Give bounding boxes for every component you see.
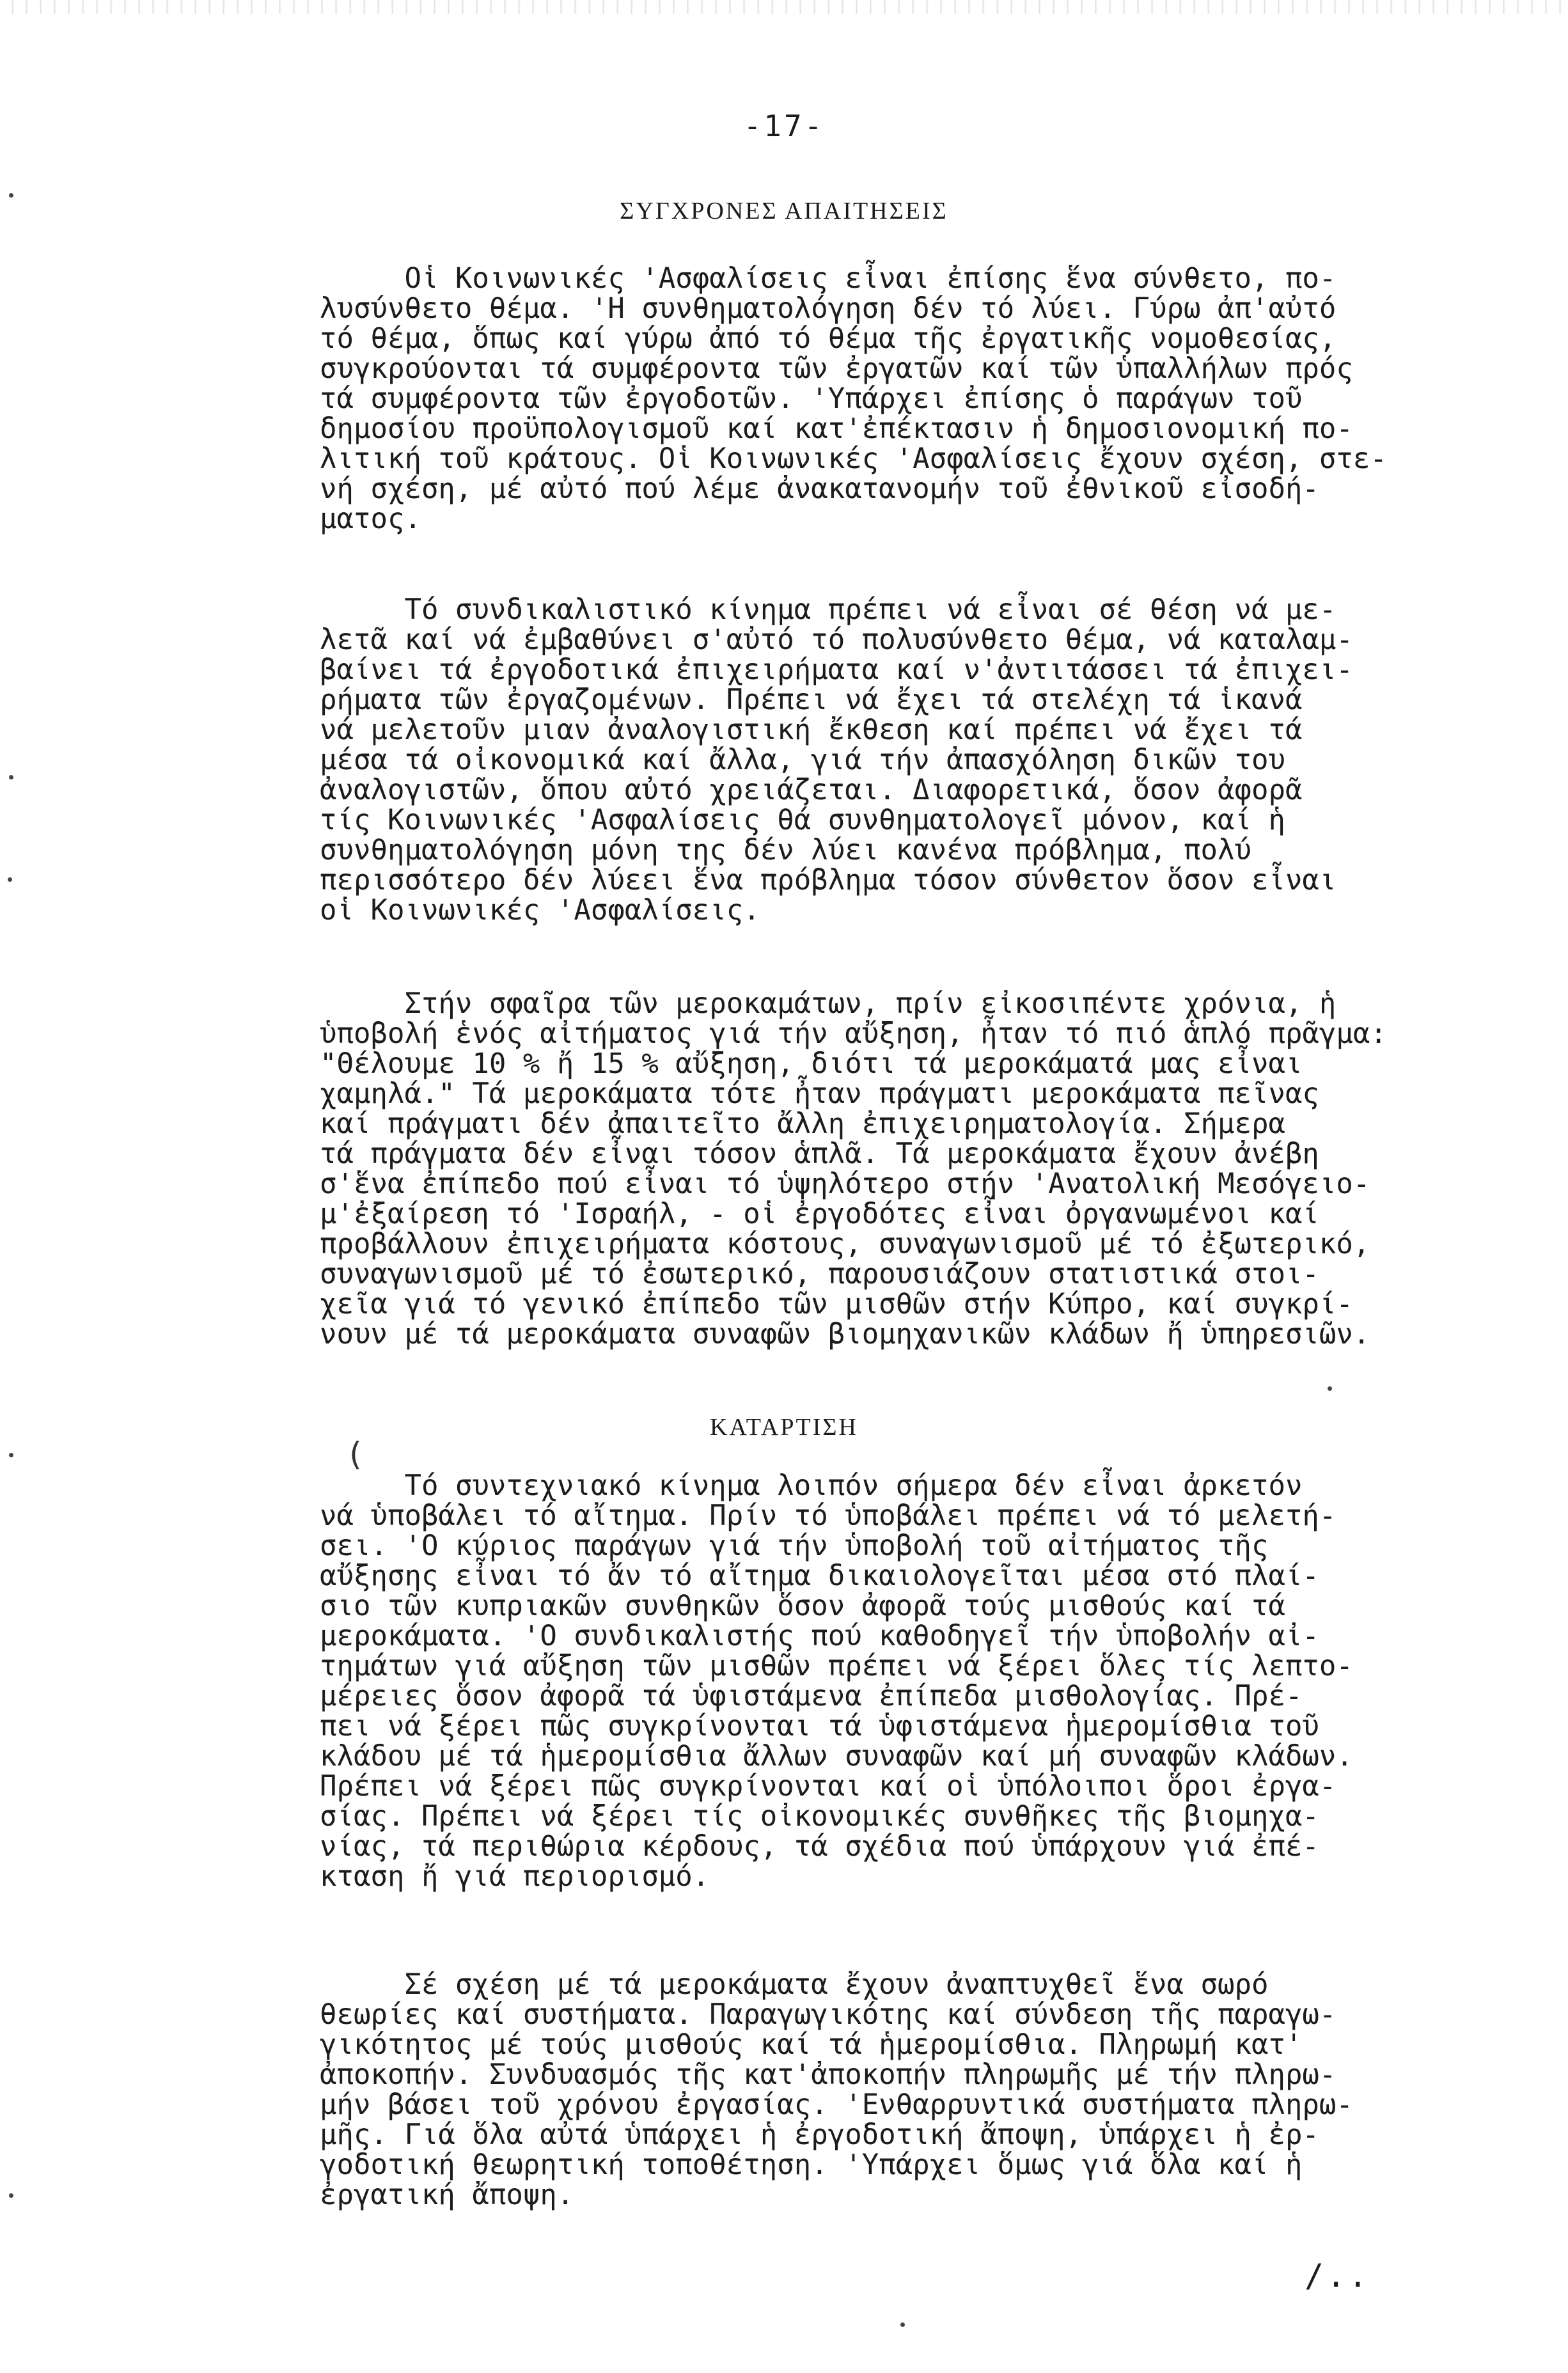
paragraph-union-movement-preparation: Τό συντεχνιακό κίνημα λοιπόν σήμερα δέν εἶναι ἀρκετόν νά ὑποβάλει τό αἴτημα. Πρίν τό ὑποβάλει πρέπει νά τό μελετή- σει. 'Ο κύριος παράγων γιά τήν ὑποβολή τοῦ αἰτήματος τῆς αὔξησης εἶναι τό ἄν τό αἴτημα δικαιολογεῖται μέσα στό πλαί- σιο τῶν κυπριακῶν συνθηκῶν ὅσον ἀφορᾶ τούς μισθούς καί τά μεροκάματα. 'Ο συνδικαλιστής πού καθοδηγεῖ τήν ὑποβολήν αἰ- τημάτων γιά αὔξηση τῶν μισθῶν πρέπει νά ξέρει ὅλες τίς λεπτο- μέρειες ὅσον ἀφορᾶ τά ὑφιστάμενα ἐπίπεδα μισθολογίας. Πρέ- πει νά ξέρει πῶς συγκρίνονται τά ὑφιστάμενα ἡμερομίσθια τοῦ κλάδου μέ τά ἡμερομίσθια ἄλλων συναφῶν καί μή συναφῶν κλάδων. Πρέπει νά ξέρει πῶς συγκρίνονται καί οἱ ὑπόλοιποι ὅροι ἐργα- σίας. Πρέπει νά ξέρει τίς οἰκονομικές συνθῆκες τῆς βιομηχα- νίας, τά περιθώρια κέρδους, τά σχέδια πού ὑπάρχουν γιά ἐπέ- κταση ἤ γιά περιορισμό. <box>320 1469 1353 1893</box>
paragraph-wage-theories: Σέ σχέση μέ τά μεροκάματα ἔχουν ἀναπτυχθεῖ ἕνα σωρό θεωρίες καί συστήματα. Παραγωγικότης καί σύνδεση τῆς παραγω- γικότητος μέ τούς μισθούς καί τά ἡμερομίσθια. Πληρωμή κατ' ἀποκοπήν. Συνδυασμός τῆς κατ'ἀποκοπήν πληρωμῆς μέ τήν πληρω- μήν βάσει τοῦ χρόνου ἐργασίας. 'Ενθαρρυντικά συστήματα πληρω- μῆς. Γιά ὅλα αὐτά ὑπάρχει ἡ ἐργοδοτική ἄποψη, ὑπάρχει ἡ ἐρ- γοδοτική θεωρητική τοποθέτηση. 'Υπάρχει ὅμως γιά ὅλα καί ἡ ἐργατική ἄποψη. <box>320 1968 1353 2211</box>
margin-speck <box>9 775 13 779</box>
continuation-mark: /.. <box>1305 2257 1370 2294</box>
paragraph-social-insurance: Οἱ Κοινωνικές 'Ασφαλίσεις εἶναι ἐπίσης ἕνα σύνθετο, πο- λυσύνθετο θέμα. 'Η συνθηματολόγηση δέν τό λύει. Γύρω ἀπ'αὐτό τό θέμα, ὅπως καί γύρω ἀπό τό θέμα τῆς ἐργατικῆς νομοθεσίας, συγκρούονται τά συμφέροντα τῶν ἐργατῶν καί τῶν ὑπαλλήλων πρός τά συμφέροντα τῶν ἐργοδοτῶν. 'Υπάρχει ἐπίσης ὁ παράγων τοῦ δημοσίου προϋπολογισμοῦ καί κατ'ἐπέκτασιν ἡ δημοσιονομική πο- λιτική τοῦ κράτους. Οἱ Κοινωνικές 'Ασφαλίσεις ἔχουν σχέση, στε- νή σχέση, μέ αὐτό πού λέμε ἀνακατανομήν τοῦ ἐθνικοῦ εἰσοδή- ματος. <box>320 262 1387 535</box>
paragraph-trade-union-study: Τό συνδικαλιστικό κίνημα πρέπει νά εἶναι σέ θέση νά με- λετᾶ καί νά ἐμβαθύνει σ'αὐτό τό πολυσύνθετο θέμα, νά καταλαμ- βαίνει τά ἐργοδοτικά ἐπιχειρήματα καί ν'ἀντιτάσσει τά ἐπιχει- ρήματα τῶν ἐργαζομένων. Πρέπει νά ἔχει τά στελέχη τά ἱκανά νά μελετοῦν μιαν ἀναλογιστική ἔκθεση καί πρέπει νά ἔχει τά μέσα τά οἰκονομικά καί ἄλλα, γιά τήν ἀπασχόληση δικῶν του ἀναλογιστῶν, ὅπου αὐτό χρειάζεται. Διαφορετικά, ὅσον ἀφορᾶ τίς Κοινωνικές 'Ασφαλίσεις θά συνθηματολογεῖ μόνον, καί ἡ συνθηματολόγηση μόνη της δέν λύει κανένα πρόβλημα, πολύ περισσότερο δέν λύεει ἕνα πρόβλημα τόσον σύνθετον ὅσον εἶναι οἱ Κοινωνικές 'Ασφαλίσεις. <box>320 593 1353 927</box>
margin-speck <box>8 877 12 882</box>
scan-edge-noise <box>0 0 1568 14</box>
page-number: -17- <box>743 109 825 143</box>
margin-speck <box>900 2322 905 2327</box>
margin-speck <box>9 2193 13 2198</box>
margin-bracket-mark: ( <box>345 1436 365 1473</box>
section-title-contemporary-demands: ΣΥΓΧΡΟΝΕΣ ΑΠΑΙΤΗΣΕΙΣ <box>620 198 948 224</box>
margin-speck <box>9 193 13 198</box>
margin-speck <box>1328 1386 1332 1391</box>
paragraph-wages-history: Στήν σφαῖρα τῶν μεροκαμάτων, πρίν εἰκοσιπέντε χρόνια, ἡ ὑποβολή ἑνός αἰτήματος γιά τήν αὔξηση, ἦταν τό πιό ἁπλό πρᾶγμα: "Θέλουμε 10 % ἤ 15 % αὔξηση, διότι τά μεροκάματά μας εἶναι χαμηλά." Τά μεροκάματα τότε ἦταν πράγματι μεροκάματα πεῖνας καί πράγματι δέν ἀπαιτεῖτο ἄλλη ἐπιχειρηματολογία. Σήμερα τά πράγματα δέν εἶναι τόσον ἁπλᾶ. Τά μεροκάματα ἔχουν ἀνέβη σ'ἕνα ἐπίπεδο πού εἶναι τό ὑψηλότερο στήν 'Ανατολική Μεσόγειο- μ'ἐξαίρεση τό 'Ισραήλ, - οἱ ἐργοδότες εἶναι ὀργανωμένοι καί προβάλλουν ἐπιχειρήματα κόστους, συναγωνισμοῦ μέ τό ἐξωτερικό, συναγωνισμοῦ μέ τό ἐσωτερικό, παρουσιάζουν στατιστικά στοι- χεῖα γιά τό γενικό ἐπίπεδο τῶν μισθῶν στήν Κύπρο, καί συγκρί- νουν μέ τά μεροκάματα συναφῶν βιομηχανικῶν κλάδων ἤ ὑπηρεσιῶν. <box>320 987 1387 1351</box>
margin-speck <box>9 1453 13 1457</box>
section-title-training: ΚΑΤΑΡΤΙΣΗ <box>710 1414 858 1441</box>
